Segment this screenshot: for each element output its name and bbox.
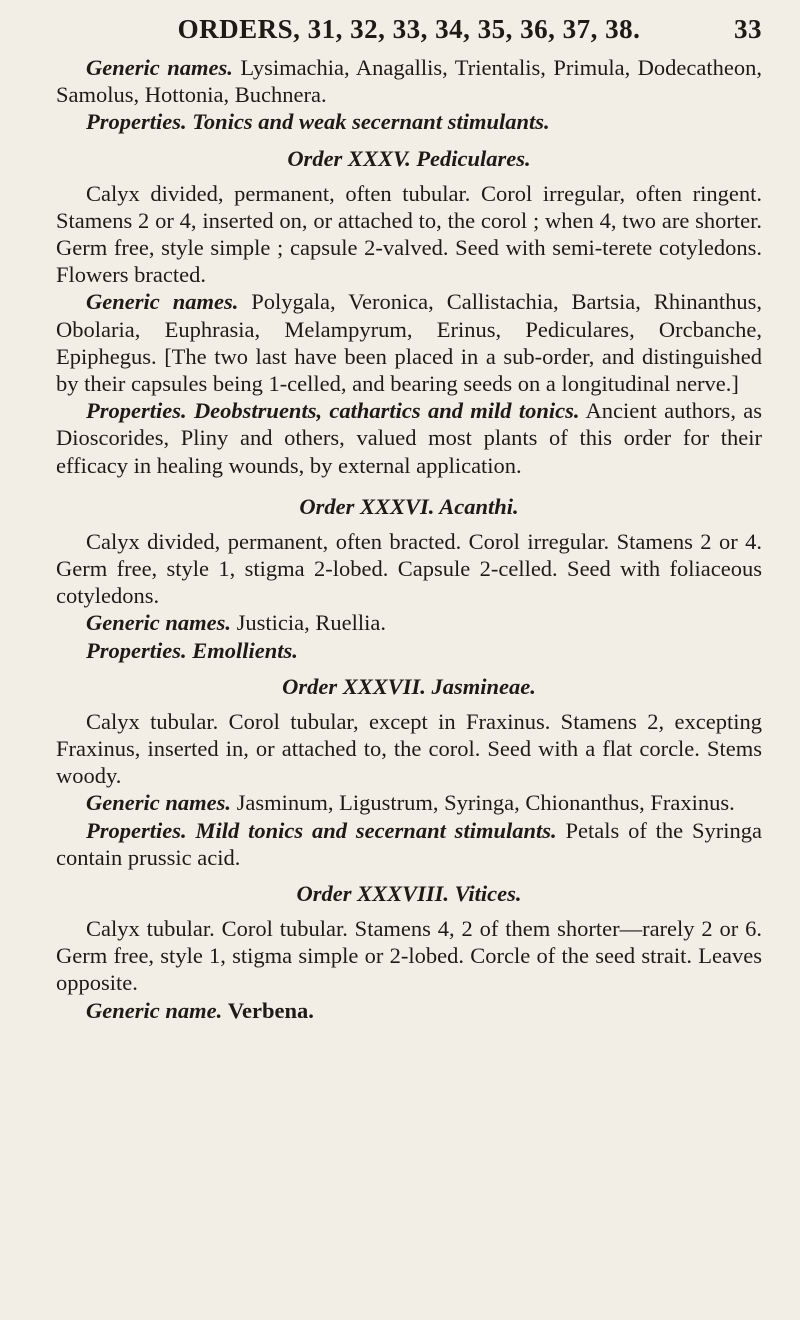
order-properties: [56, 817, 762, 871]
order-generic-names: [56, 997, 762, 1024]
generic-names-text: Polygala, Veronica, Callistachia, Bartsia, Rhinanthus, Obolaria, Euphrasia, Melampyrum, Erinus, Pediculares, Orcbanche, Epiphegus. [The two last have been placed in a sub-order, and distinguished by their capsules being 1-celled, and bearing seeds on a longitudinal nerve.]: [56, 289, 762, 397]
page-number: 33: [734, 14, 762, 44]
properties-label: Properties.: [86, 398, 187, 424]
generic-names-text: Justicia, Ruellia.: [236, 610, 386, 636]
order-generic-names: [56, 609, 762, 636]
order-properties: [56, 397, 762, 479]
generic-names-text: Lysimachia, Anagallis, Trientalis, Primula, Dodecatheon, Samolus, Hottonia, Buchnera.: [56, 55, 762, 108]
intro-generic-names: [56, 54, 762, 108]
running-head: [56, 14, 762, 54]
generic-names-label: Generic names.: [86, 289, 239, 315]
order-generic-names: [56, 288, 762, 397]
order-description: Calyx divided, permanent, often tubular. Corol irregular, often ringent. Stamens 2 or 4, inserted on, or attached to, the corol ; when 4, two are shorter. Germ free, style simple ; capsule 2-valved. Seed with semi-terete cotyledons. Flowers bracted.: [56, 180, 762, 288]
order-properties: [56, 637, 762, 664]
generic-names-text: Verbena.: [227, 997, 314, 1023]
running-head-title: ORDERS, 31, 32, 33, 34, 35, 36, 37, 38.: [177, 14, 641, 44]
generic-names-text: Jasminum, Ligustrum, Syringa, Chionanthus, Fraxinus.: [236, 790, 735, 816]
order-heading-xxxviii: Order XXXVIII. Vitices.: [296, 881, 522, 907]
order-generic-names: [56, 789, 762, 816]
order-description: Calyx divided, permanent, often bracted. Corol irregular. Stamens 2 or 4. Germ free, style 1, stigma 2-lobed. Capsule 2-celled. Seed with foliaceous cotyledons.: [56, 528, 762, 609]
order-heading-xxxvi: Order XXXVI. Acanthi.: [299, 493, 519, 519]
generic-names-label: Generic names.: [86, 610, 231, 636]
order-description: Calyx tubular. Corol tubular. Stamens 4, 2 of them shorter—rarely 2 or 6. Germ free, style 1, stigma simple or 2-lobed. Corcle of the seed strait. Leaves opposite.: [56, 916, 762, 996]
order-heading-xxxv: Order XXXV. Pediculares.: [287, 145, 531, 171]
generic-names-label: Generic names.: [86, 790, 231, 816]
order-heading-xxxvii: Order XXXVII. Jasmineae.: [282, 673, 536, 699]
properties-label: Properties.: [86, 109, 187, 135]
intro-properties: [56, 108, 762, 135]
properties-note: Ancient authors, as Dioscorides, Pliny and others, valued most plants of this order for their efficacy in healing wounds, by external application.: [56, 398, 762, 478]
properties-text: Mild tonics and secernant stimulants.: [195, 817, 557, 843]
properties-text: Deobstruents, cathartics and mild tonics.: [193, 398, 580, 424]
properties-label: Properties.: [86, 817, 187, 843]
order-description: Calyx tubular. Corol tubular, except in Fraxinus. Stamens 2, excepting Fraxinus, inserted in, or attached to, the corol. Seed with a flat corcle. Stems woody.: [56, 708, 762, 789]
properties-text: Tonics and weak secernant stimulants.: [192, 109, 550, 135]
properties-text: Emollients.: [192, 637, 298, 663]
properties-label: Properties.: [86, 637, 187, 663]
generic-names-label: Generic names.: [86, 55, 233, 80]
properties-extra: Petals of the Syringa contain prussic acid.: [56, 817, 763, 870]
generic-names-label: Generic name.: [86, 997, 223, 1023]
